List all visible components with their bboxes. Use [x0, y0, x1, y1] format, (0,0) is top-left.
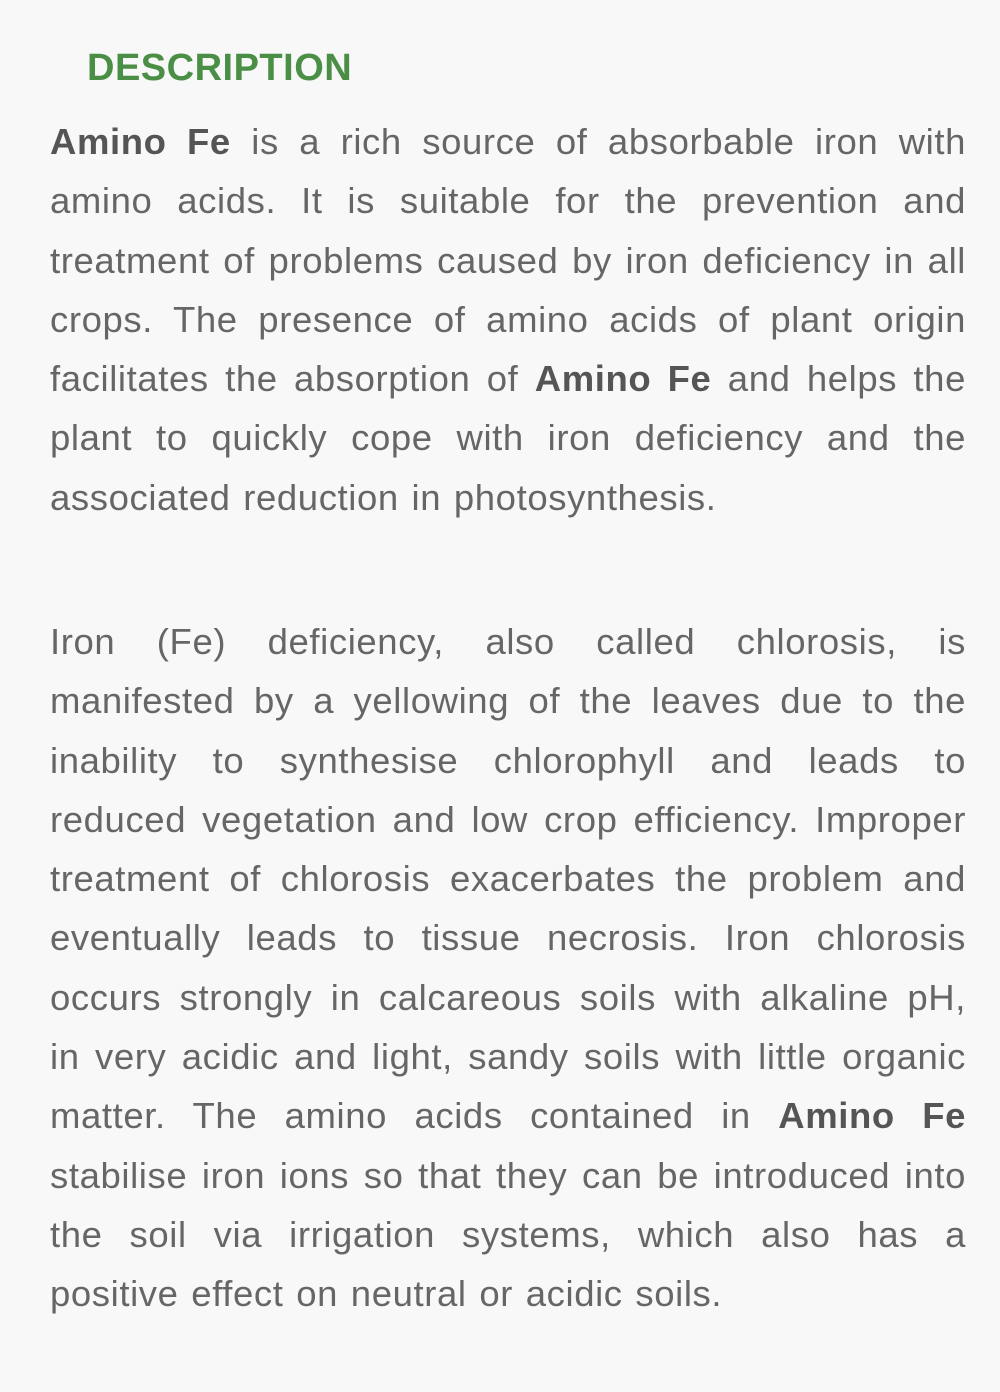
product-name: Amino Fe — [778, 1095, 966, 1137]
description-paragraph-2 — [50, 612, 966, 1324]
paragraph-text: and helps the plant to quickly cope with iron deficiency and the associated reduction in photosynthesis. — [50, 358, 966, 518]
paragraph-text: stabilise iron ions so that they can be introduced into the soil via irrigation systems, which also has a positive effect on neutral or acidic soils. — [50, 1154, 966, 1315]
description-heading: DESCRIPTION — [87, 47, 353, 89]
product-name: Amino Fe — [50, 121, 231, 162]
paragraph-text: is a rich source of absorbable iron with amino acids. It is suitable for the prevention and treatment of problems caused by iron deficiency in all crops. The presence of amino acids of plant origin facilitates the absorption of — [50, 121, 966, 400]
paragraph-text: Iron (Fe) deficiency, also called chlorosis, is manifested by a yellowing of the leaves due to the inability to synthesise chlorophyll and leads to reduced vegetation and low crop efficiency. Improper treatment of chlorosis exacerbates the problem and eventually leads to tissue necrosis. Iron chlorosis occurs strongly in calcareous soils with alkaline pH, in very acidic and light, sandy soils with little organic matter. The amino acids contained in — [50, 621, 966, 1137]
description-paragraph-1 — [50, 112, 966, 527]
product-name: Amino Fe — [534, 358, 712, 400]
